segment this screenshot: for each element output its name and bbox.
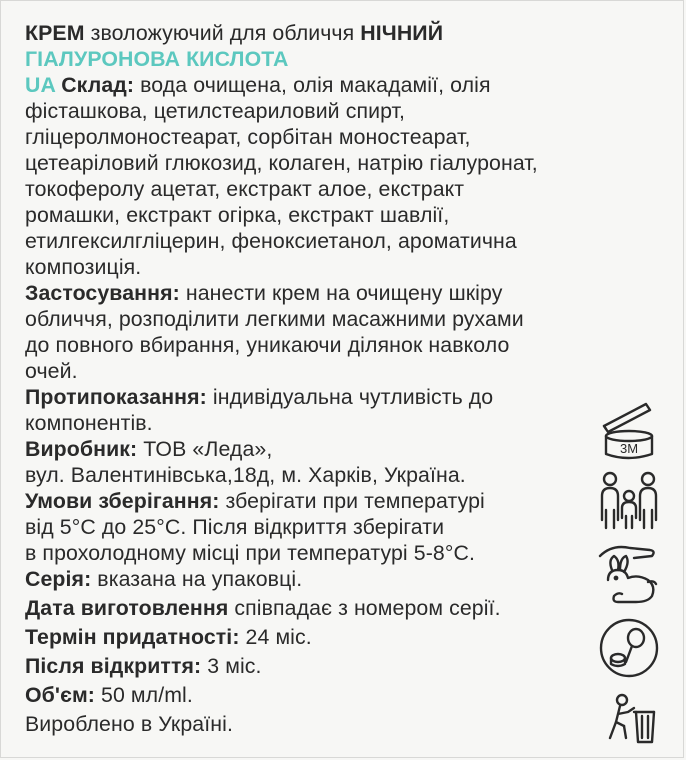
made-in-line: Вироблено в Україні. — [25, 712, 233, 736]
maker-label: Виробник: — [25, 437, 138, 461]
title-description: зволожуючий для обличчя — [84, 21, 361, 45]
contra-line-1: Протипоказання: індивідуальна чутливість до — [25, 385, 494, 409]
storage-line-1: Умови зберігання: зберігати при температурі — [25, 489, 485, 513]
cruelty-free-rabbit-icon — [594, 540, 664, 606]
family-icon — [594, 470, 664, 530]
mfgdate-line: Дата виготовлення співпадає з номером серії. — [25, 596, 501, 620]
volume-line: Об'єм: 50 мл/ml. — [25, 683, 193, 707]
usage-line: до повного вбирання, уникаючи ділянок навколо — [25, 333, 510, 357]
composition-line-1: UA Склад: вода очищена, олія макадамії, олія — [25, 73, 491, 97]
after-opening-label: Після відкриття: — [25, 654, 202, 678]
composition-line: композиція. — [25, 255, 142, 279]
composition-line: етилгексилгліцерин, феноксиетанол, ароматична — [25, 229, 517, 253]
title-word-cream: КРЕМ — [25, 21, 85, 45]
composition-label: Склад: — [55, 73, 135, 97]
maker-line-1: Виробник: ТОВ «Леда», — [25, 437, 273, 461]
usage-label: Застосування: — [25, 281, 180, 305]
contra-label: Протипоказання: — [25, 385, 207, 409]
composition-line: цетеаріловий глюкозид, колаген, натрію гіалуронат, — [25, 151, 538, 175]
pictogram-column — [594, 0, 664, 760]
composition-line: токоферолу ацетат, екстракт алое, екстракт — [25, 177, 465, 201]
usage-line: обличчя, розподілити легкими масажними рухами — [25, 307, 524, 331]
storage-label: Умови зберігання: — [25, 489, 220, 513]
mfgdate-label: Дата виготовлення — [25, 596, 229, 620]
series-label: Серія: — [25, 567, 92, 591]
after-opening-line: Після відкриття: 3 міс. — [25, 654, 262, 678]
storage-line: від 5°С до 25°С. Після відкриття зберігати — [25, 515, 445, 539]
pao-label: 3M — [619, 441, 639, 456]
usage-line-1: Застосування: нанести крем на очищену шкіру — [25, 281, 503, 305]
recycle-bin-icon — [594, 688, 664, 748]
open-jar-icon — [594, 396, 664, 462]
product-subtitle: ГІАЛУРОНОВА КИСЛОТА — [25, 47, 289, 71]
shelf-life-line: Термін придатності: 24 міс. — [25, 625, 312, 649]
composition-line: гліцеролмоностеарат, сорбітан моностеарат, — [25, 125, 471, 149]
series-line: Серія: вказана на упаковці. — [25, 567, 303, 591]
volume-label: Об'єм: — [25, 683, 95, 707]
product-title — [25, 20, 625, 46]
cosmetic-use-circle-icon — [594, 618, 664, 678]
title-word-night: НІЧНИЙ — [360, 21, 444, 45]
maker-address: вул. Валентинівська,18д, м. Харків, Україна. — [25, 463, 466, 487]
composition-line: ромашки, екстракт огірка, екстракт шавлії, — [25, 203, 450, 227]
usage-line: очей. — [25, 359, 78, 383]
language-code: UA — [25, 73, 56, 97]
composition-line: фісташкова, цетилстеариловий спирт, — [25, 99, 406, 123]
contra-line: компонентів. — [25, 411, 153, 435]
shelf-life-label: Термін придатності: — [25, 625, 240, 649]
storage-line: в прохолодному місці при температурі 5-8°С. — [25, 541, 475, 565]
label-text-block — [25, 20, 625, 737]
